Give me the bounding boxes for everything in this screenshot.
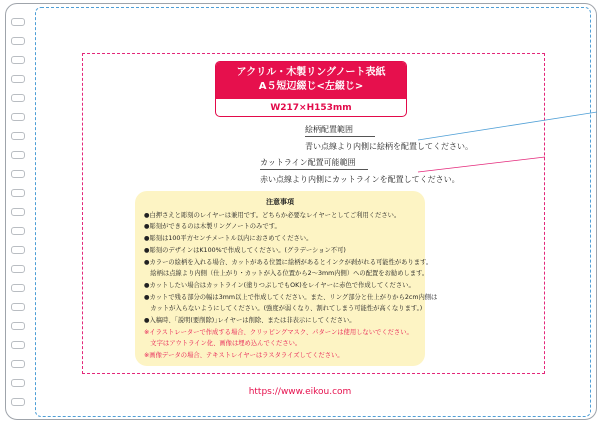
note-item: ●彫刻は100平方センチメートル以内におさめてください。 (144, 235, 313, 243)
notes-title: 注意事項 (266, 198, 294, 206)
cutline-area-description: 赤い点線より内側にカットラインを配置してください。 (260, 175, 460, 184)
product-title-box (215, 61, 407, 117)
note-item: ●入稿時、｢説明(要削除)｣レイヤーは削除、または非表示にしてください。 (144, 317, 356, 325)
design-area-description: 青い点線より内側に絵柄を配置してください。 (305, 142, 473, 151)
notes-panel (135, 191, 438, 366)
note-item: ●カットで残る部分の幅は3mm以上で作成してください。また、リング部分と仕上がりから2cm内側は (144, 293, 438, 301)
note-warning: 文字はアウトライン化、画像は埋め込んでください。 (144, 340, 302, 348)
binding-type: A５短辺綴じ<左綴じ> (258, 81, 364, 92)
design-area-guide (305, 124, 473, 152)
note-item: ●彫刻のデザインはK100%で作成してください。(グラデーション不可) (144, 246, 346, 254)
note-item: ●カットしたい場合はカットライン(塗りつぶしでもOK)をレイヤーに赤色で作成してください。 (144, 281, 415, 289)
product-size: W217×H153mm (270, 103, 352, 113)
note-item: カットが入らないようにしてください。(強度が弱くなり、割れてしまう可能性が高くなります。) (144, 305, 423, 313)
product-name: アクリル・木製リングノート表紙 (236, 67, 386, 78)
note-warning: ※画像データの場合、テキストレイヤーはラスタライズしてください。 (144, 352, 344, 360)
note-item: ●カラーの絵柄を入れる場合、カットがある位置に絵柄があるとインクが剥がれる可能性があります。 (144, 258, 433, 266)
design-area-label: 絵柄配置範囲 (305, 124, 375, 137)
product-title (216, 62, 406, 99)
cutline-area-guide (260, 157, 460, 185)
note-item: ●彫刻ができるのは木製リングノートのみです。 (144, 223, 281, 231)
note-warning: ※イラストレーターで作成する場合、クリッピングマスク、パターンは使用しないでください。 (144, 328, 413, 336)
note-item: 絵柄は点線より内側（仕上がり・カットが入る位置から2～3mm内側）への配置をお勧めします。 (144, 270, 429, 278)
note-item: ●白押さえと彫刻のレイヤーは兼用です。どちらか必要なレイヤーとしてご利用ください。 (144, 211, 401, 219)
footer-url[interactable]: https://www.eikou.com (248, 387, 352, 397)
cutline-area-label: カットライン配置可能範囲 (260, 157, 368, 170)
